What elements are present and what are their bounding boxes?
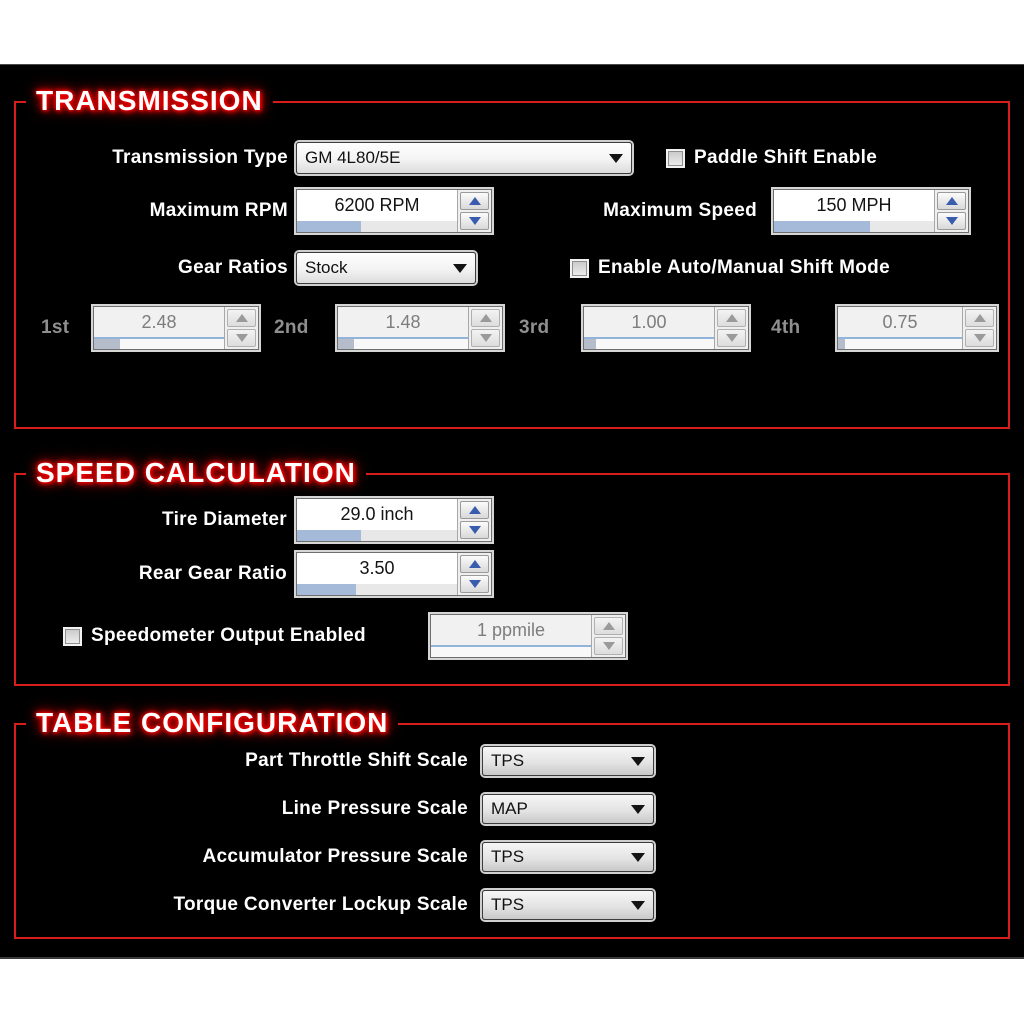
spinner-up-icon	[471, 309, 500, 327]
gear-2nd-value: 1.48	[385, 311, 421, 332]
rear-gear-ratio-progress	[297, 584, 457, 595]
gear-3rd-label: 3rd	[519, 317, 550, 338]
maximum-rpm-spinner[interactable]	[296, 189, 492, 233]
gear-4th-spinner	[837, 306, 997, 350]
part-throttle-shift-scale-label: Part Throttle Shift Scale	[245, 750, 468, 771]
torque-converter-lockup-scale-value: TPS	[491, 895, 525, 914]
spinner-down-icon[interactable]	[460, 521, 489, 539]
spinner-down-icon[interactable]	[460, 575, 489, 593]
line-pressure-scale-value: MAP	[491, 799, 528, 818]
part-throttle-shift-scale-dropdown[interactable]	[482, 746, 654, 776]
dropdown-arrow-icon	[631, 805, 645, 814]
speedometer-rate-value: 1 ppmile	[476, 619, 546, 640]
spinner-down-icon[interactable]	[937, 212, 966, 230]
gear-ratios-value: Stock	[305, 258, 348, 277]
gear-1st-value: 2.48	[141, 311, 177, 332]
table-configuration-section	[14, 707, 1010, 939]
tire-diameter-progress	[297, 530, 457, 541]
dropdown-arrow-icon	[453, 264, 467, 273]
tire-diameter-spinner[interactable]	[296, 498, 492, 542]
dropdown-arrow-icon	[609, 154, 623, 163]
maximum-speed-spinner[interactable]	[773, 189, 969, 233]
paddle-shift-checkbox[interactable]	[666, 149, 685, 168]
spinner-down-icon	[717, 329, 746, 347]
rear-gear-ratio-value: 3.50	[359, 558, 395, 578]
tire-diameter-label: Tire Diameter	[162, 509, 287, 530]
accumulator-pressure-scale-dropdown[interactable]	[482, 842, 654, 872]
paddle-shift-label: Paddle Shift Enable	[694, 147, 878, 168]
maximum-speed-label: Maximum Speed	[603, 200, 757, 221]
spinner-up-icon	[717, 309, 746, 327]
speedometer-rate-progress	[431, 645, 591, 657]
torque-converter-lockup-scale-dropdown[interactable]	[482, 890, 654, 920]
transmission-type-label: Transmission Type	[112, 147, 288, 168]
rear-gear-ratio-label: Rear Gear Ratio	[138, 563, 287, 584]
dropdown-arrow-icon	[631, 901, 645, 910]
maximum-speed-value: 150 MPH	[816, 195, 892, 215]
speedometer-output-label: Speedometer Output Enabled	[91, 625, 366, 646]
line-pressure-scale-dropdown[interactable]	[482, 794, 654, 824]
transmission-type-value: GM 4L80/5E	[305, 148, 401, 167]
spinner-up-icon[interactable]	[937, 192, 966, 210]
speedometer-output-row	[63, 620, 366, 652]
maximum-rpm-label: Maximum RPM	[149, 200, 288, 221]
dropdown-arrow-icon	[631, 853, 645, 862]
part-throttle-shift-scale-value: TPS	[491, 751, 525, 770]
gear-1st-label: 1st	[41, 317, 70, 338]
auto-manual-row	[570, 252, 890, 284]
spinner-up-icon[interactable]	[460, 555, 489, 573]
accumulator-pressure-scale-label: Accumulator Pressure Scale	[202, 846, 468, 867]
gear-2nd-spinner	[337, 306, 503, 350]
auto-manual-shift-label: Enable Auto/Manual Shift Mode	[598, 257, 890, 278]
gear-4th-label: 4th	[771, 317, 801, 338]
gear-ratios-label: Gear Ratios	[178, 257, 288, 278]
paddle-shift-row	[666, 142, 877, 174]
spinner-up-icon	[965, 309, 994, 327]
accumulator-pressure-scale-value: TPS	[491, 847, 525, 866]
auto-manual-shift-checkbox[interactable]	[570, 259, 589, 278]
gear-1st-spinner	[93, 306, 259, 350]
gear-1st-progress	[94, 337, 224, 349]
speedometer-rate-spinner	[430, 614, 626, 658]
gear-ratios-dropdown[interactable]	[296, 252, 476, 284]
maximum-rpm-value: 6200 RPM	[334, 195, 420, 215]
maximum-speed-progress	[774, 221, 934, 232]
speedometer-output-checkbox[interactable]	[63, 627, 82, 646]
spinner-up-icon[interactable]	[460, 501, 489, 519]
gear-3rd-value: 1.00	[631, 311, 667, 332]
spinner-down-icon	[227, 329, 256, 347]
transmission-section	[14, 85, 1010, 429]
spinner-down-icon	[594, 637, 623, 655]
gear-2nd-label: 2nd	[274, 317, 309, 338]
line-pressure-scale-label: Line Pressure Scale	[281, 798, 468, 819]
transmission-section-title: TRANSMISSION	[26, 84, 273, 118]
spinner-up-icon	[594, 617, 623, 635]
speed-calculation-section-title: SPEED CALCULATION	[26, 456, 366, 490]
transmission-type-dropdown[interactable]	[296, 142, 632, 174]
gear-4th-progress	[838, 337, 962, 349]
maximum-rpm-progress	[297, 221, 457, 232]
spinner-up-icon	[227, 309, 256, 327]
table-configuration-section-title: TABLE CONFIGURATION	[26, 706, 398, 740]
speed-calculation-section	[14, 457, 1010, 686]
dropdown-arrow-icon	[631, 757, 645, 766]
gear-4th-value: 0.75	[882, 311, 918, 332]
rear-gear-ratio-spinner[interactable]	[296, 552, 492, 596]
torque-converter-lockup-scale-label: Torque Converter Lockup Scale	[173, 894, 468, 915]
tire-diameter-value: 29.0 inch	[340, 504, 414, 524]
spinner-down-icon	[471, 329, 500, 347]
config-panel	[0, 64, 1024, 959]
gear-3rd-progress	[584, 337, 714, 349]
gear-2nd-progress	[338, 337, 468, 349]
spinner-down-icon	[965, 329, 994, 347]
gear-3rd-spinner	[583, 306, 749, 350]
